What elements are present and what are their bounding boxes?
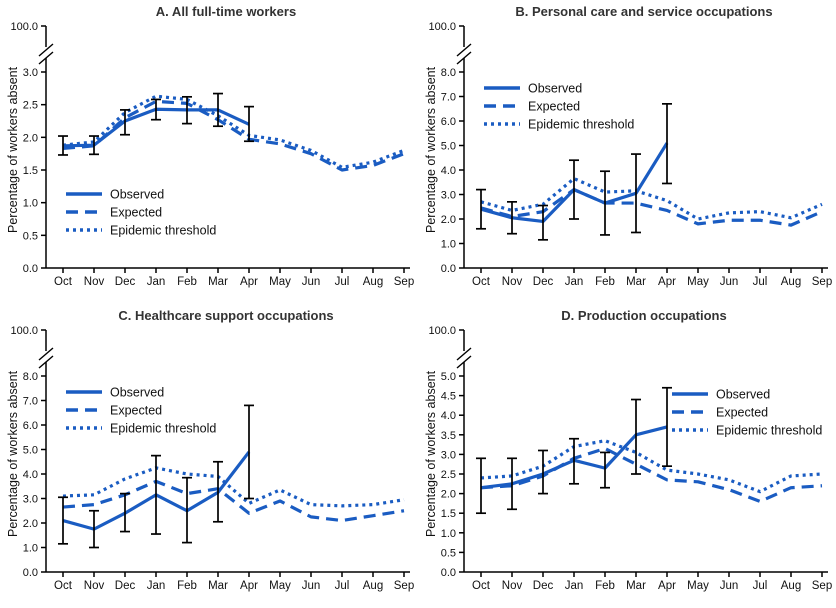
expected-line bbox=[63, 481, 404, 520]
y-tick-label: 4.0 bbox=[440, 410, 456, 423]
month-label: Mar bbox=[208, 580, 228, 592]
y-tick-label: 1.5 bbox=[440, 508, 456, 521]
legend-label: Epidemic threshold bbox=[110, 421, 217, 436]
month-label: Jun bbox=[301, 276, 321, 288]
month-label: Oct bbox=[472, 580, 490, 592]
month-label: Jul bbox=[752, 580, 768, 592]
y-tick-label: 3.0 bbox=[22, 67, 38, 79]
y-tick-label: 0.5 bbox=[440, 547, 456, 560]
month-label: Apr bbox=[658, 580, 676, 592]
y-tick-label: 100.0 bbox=[10, 21, 38, 33]
month-label: Aug bbox=[780, 276, 802, 288]
legend-label: Expected bbox=[110, 205, 163, 220]
chart-canvas bbox=[418, 0, 836, 304]
month-label: Dec bbox=[114, 276, 136, 288]
month-label: May bbox=[687, 276, 709, 288]
month-label: Dec bbox=[532, 580, 554, 592]
month-label: Nov bbox=[83, 580, 105, 592]
month-label: Aug bbox=[780, 580, 802, 592]
y-tick-label: 3.0 bbox=[440, 449, 456, 462]
month-label: Dec bbox=[532, 276, 554, 288]
month-label: Jul bbox=[334, 580, 350, 592]
month-label: Feb bbox=[177, 276, 197, 288]
month-label: Apr bbox=[240, 580, 258, 592]
legend-label: Epidemic threshold bbox=[716, 423, 823, 438]
legend-label: Observed bbox=[716, 387, 771, 402]
y-tick-label: 100.0 bbox=[10, 325, 38, 337]
month-label: Sep bbox=[393, 276, 415, 288]
panel-a-all-full-time-workers bbox=[0, 0, 418, 304]
expected-line bbox=[63, 101, 404, 170]
month-label: Jan bbox=[564, 276, 584, 288]
y-tick-label: 3.0 bbox=[440, 189, 456, 202]
month-label: Aug bbox=[362, 580, 384, 592]
y-axis-label: Percentage of workers absent bbox=[6, 370, 20, 537]
y-tick-label: 5.0 bbox=[440, 140, 456, 153]
month-label: Feb bbox=[595, 580, 615, 592]
y-tick-label: 1.0 bbox=[440, 527, 456, 540]
month-label: Dec bbox=[114, 580, 136, 592]
month-label: Oct bbox=[54, 276, 72, 288]
legend-label: Observed bbox=[528, 81, 583, 96]
month-label: Feb bbox=[177, 580, 197, 592]
y-tick-label: 7.0 bbox=[440, 91, 456, 104]
legend-label: Observed bbox=[110, 187, 165, 202]
month-label: Jun bbox=[301, 580, 321, 592]
y-tick-label: 4.0 bbox=[440, 165, 456, 177]
month-label: Sep bbox=[811, 276, 833, 288]
y-tick-label: 1.0 bbox=[440, 238, 456, 251]
month-label: Mar bbox=[626, 580, 646, 592]
y-tick-label: 3.0 bbox=[22, 493, 38, 506]
y-tick-label: 6.0 bbox=[440, 116, 456, 128]
legend-label: Expected bbox=[528, 99, 581, 114]
y-tick-label: 0.0 bbox=[22, 567, 38, 579]
panel-c-healthcare-support bbox=[0, 304, 418, 608]
y-tick-label: 5.0 bbox=[440, 371, 456, 383]
expected-line bbox=[481, 449, 822, 502]
legend-label: Expected bbox=[716, 405, 769, 420]
month-label: Apr bbox=[658, 276, 676, 288]
month-label: Jun bbox=[719, 276, 739, 288]
month-label: Mar bbox=[626, 276, 646, 288]
month-label: May bbox=[687, 580, 709, 592]
y-tick-label: 2.0 bbox=[440, 214, 456, 226]
y-tick-label: 4.0 bbox=[22, 469, 38, 481]
y-tick-label: 5.0 bbox=[22, 444, 38, 457]
y-tick-label: 8.0 bbox=[22, 371, 38, 383]
y-tick-label: 2.0 bbox=[22, 518, 38, 530]
month-label: Feb bbox=[595, 276, 615, 288]
y-tick-label: 6.0 bbox=[22, 420, 38, 432]
legend-label: Expected bbox=[110, 403, 163, 418]
y-tick-label: 1.0 bbox=[22, 197, 38, 210]
month-label: Jan bbox=[146, 276, 166, 288]
month-label: Jul bbox=[752, 276, 768, 288]
month-label: Mar bbox=[208, 276, 228, 288]
y-tick-label: 100.0 bbox=[428, 21, 456, 33]
y-tick-label: 3.5 bbox=[440, 429, 456, 442]
y-tick-label: 0.0 bbox=[440, 567, 456, 579]
y-axis-label: Percentage of workers absent bbox=[424, 370, 438, 537]
panel-title: C. Healthcare support occupations bbox=[118, 308, 334, 323]
legend-label: Epidemic threshold bbox=[528, 117, 635, 132]
chart-canvas bbox=[0, 304, 418, 608]
month-label: May bbox=[269, 276, 291, 288]
month-label: Jan bbox=[564, 580, 584, 592]
panel-d-production bbox=[418, 304, 836, 608]
month-label: May bbox=[269, 580, 291, 592]
panel-title: B. Personal care and service occupations bbox=[515, 4, 773, 19]
panel-b-personal-care-service bbox=[418, 0, 836, 304]
epidemic-threshold-line bbox=[63, 96, 404, 167]
y-tick-label: 2.5 bbox=[22, 99, 38, 112]
y-tick-label: 0.0 bbox=[22, 263, 38, 275]
month-label: Oct bbox=[472, 276, 490, 288]
epidemic-threshold-line bbox=[481, 179, 822, 219]
y-axis-label: Percentage of workers absent bbox=[424, 66, 438, 233]
month-label: Oct bbox=[54, 580, 72, 592]
month-label: Nov bbox=[501, 276, 523, 288]
chart-canvas bbox=[418, 304, 836, 608]
y-tick-label: 0.5 bbox=[22, 230, 38, 243]
y-axis-label: Percentage of workers absent bbox=[6, 66, 20, 233]
panel-title: D. Production occupations bbox=[561, 308, 727, 323]
y-tick-label: 100.0 bbox=[428, 325, 456, 337]
y-tick-label: 8.0 bbox=[440, 67, 456, 79]
y-tick-label: 0.0 bbox=[440, 263, 456, 275]
month-label: Jan bbox=[146, 580, 166, 592]
panel-title: A. All full-time workers bbox=[155, 4, 297, 19]
month-label: Nov bbox=[83, 276, 105, 288]
y-tick-label: 4.5 bbox=[440, 390, 456, 403]
epidemic-threshold-line bbox=[481, 441, 822, 492]
month-label: Sep bbox=[393, 580, 415, 592]
y-tick-label: 2.0 bbox=[22, 132, 38, 145]
y-tick-label: 2.0 bbox=[440, 488, 456, 501]
month-label: Jul bbox=[334, 276, 350, 288]
month-label: Jun bbox=[719, 580, 739, 592]
month-label: Aug bbox=[362, 276, 384, 288]
legend-label: Observed bbox=[110, 385, 165, 400]
y-tick-label: 1.0 bbox=[22, 542, 38, 555]
y-tick-label: 2.5 bbox=[440, 469, 456, 481]
month-label: Sep bbox=[811, 580, 833, 592]
y-tick-label: 7.0 bbox=[22, 395, 38, 408]
y-tick-label: 1.5 bbox=[22, 165, 38, 177]
month-label: Apr bbox=[240, 276, 258, 288]
month-label: Nov bbox=[501, 580, 523, 592]
chart-canvas bbox=[0, 0, 418, 304]
legend-label: Epidemic threshold bbox=[110, 223, 217, 238]
